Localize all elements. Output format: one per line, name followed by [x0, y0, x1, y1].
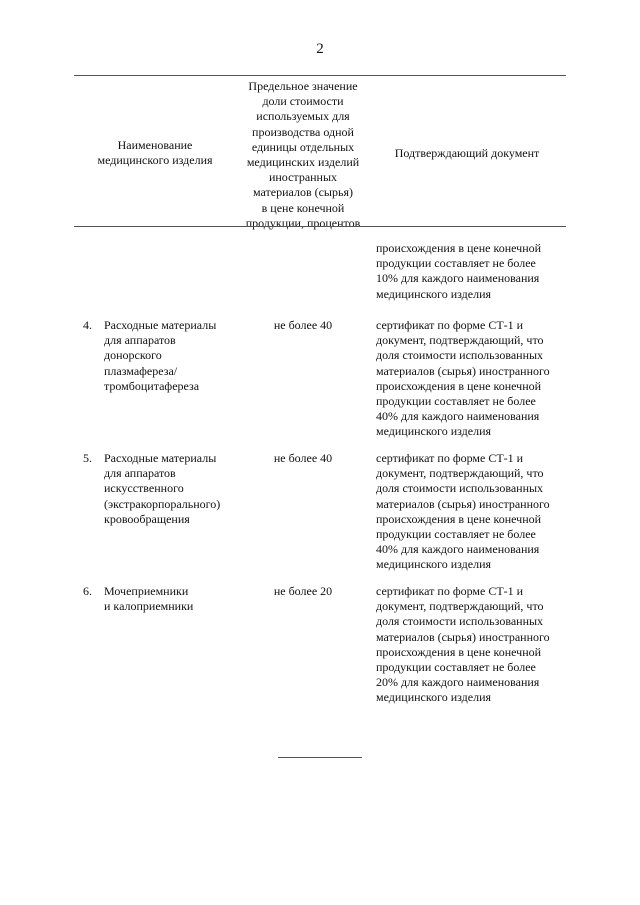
row-number: 6.: [83, 584, 92, 598]
text-line: Мочеприемники: [104, 584, 189, 598]
text-line: Наименование: [117, 138, 193, 152]
row-document: [376, 584, 570, 706]
text-line: материалов (сырья) иностранного: [376, 629, 550, 644]
row-item-name: [104, 318, 244, 394]
text-line: документ, подтверждающий, что: [376, 466, 544, 481]
row-share-value: не более 40: [273, 451, 333, 465]
text-line: иностранных: [268, 170, 338, 185]
row-share-value: не более 20: [273, 584, 333, 598]
text-line: кровообращения: [104, 511, 190, 526]
text-line: плазмафереза/: [104, 363, 178, 378]
row-document: [376, 451, 570, 573]
row-item-name: [104, 451, 244, 527]
text-line: происхождения в цене конечной: [376, 241, 542, 255]
text-line: сертификат по форме СТ-1 и: [376, 584, 524, 598]
continued-document-text: [376, 241, 570, 302]
text-line: для аппаратов: [104, 333, 176, 348]
row-item-name: [104, 584, 244, 614]
text-line: материалов (сырья) иностранного: [376, 363, 550, 378]
text-line: Расходные материалы: [104, 318, 217, 332]
text-line: медицинского изделия: [376, 690, 492, 705]
text-line: в цене конечной: [261, 200, 345, 215]
text-line: доля стоимости использованных: [376, 481, 544, 496]
text-line: Подтверждающий документ: [394, 146, 540, 160]
text-line: продукции составляет не более: [376, 256, 536, 271]
text-line: продукции составляет не более: [376, 394, 536, 409]
text-line: доли стоимости: [262, 94, 344, 109]
table-header-bottom-rule: [74, 226, 566, 227]
text-line: медицинского изделия: [376, 557, 492, 572]
text-line: тромбоцитафереза: [104, 378, 200, 393]
text-line: медицинского изделия: [97, 153, 213, 168]
text-line: продукции, процентов: [245, 215, 361, 230]
text-line: донорского: [104, 348, 162, 363]
text-line: происхождения в цене конечной: [376, 378, 542, 393]
table-header-top-rule: [74, 75, 566, 76]
text-line: происхождения в цене конечной: [376, 644, 542, 659]
text-line: 20% для каждого наименования: [376, 675, 540, 690]
text-line: медицинских изделий: [246, 155, 360, 170]
row-document: [376, 318, 570, 440]
end-of-document-rule: [278, 757, 362, 758]
text-line: и калоприемники: [104, 599, 194, 614]
text-line: для аппаратов: [104, 466, 176, 481]
row-number: 5.: [83, 451, 92, 465]
text-line: документ, подтверждающий, что: [376, 333, 544, 348]
text-line: 40% для каждого наименования: [376, 409, 540, 424]
text-line: сертификат по форме СТ-1 и: [376, 451, 524, 465]
text-line: медицинского изделия: [376, 424, 492, 439]
header-share-column: [238, 79, 368, 231]
row-share-value: не более 40: [273, 318, 333, 332]
text-line: материалов (сырья) иностранного: [376, 496, 550, 511]
text-line: происхождения в цене конечной: [376, 511, 542, 526]
text-line: 40% для каждого наименования: [376, 542, 540, 557]
text-line: продукции составляет не более: [376, 660, 536, 675]
text-line: Расходные материалы: [104, 451, 217, 465]
text-line: используемых для: [256, 109, 350, 124]
text-line: 10% для каждого наименования: [376, 271, 540, 286]
header-document-column: [372, 146, 562, 161]
text-line: доля стоимости использованных: [376, 348, 544, 363]
text-line: (экстракорпорального): [104, 496, 221, 511]
text-line: продукции составляет не более: [376, 527, 536, 542]
text-line: сертификат по форме СТ-1 и: [376, 318, 524, 332]
text-line: документ, подтверждающий, что: [376, 599, 544, 614]
text-line: единицы отдельных: [251, 139, 355, 154]
header-name-column: [80, 138, 230, 168]
text-line: искусственного: [104, 481, 184, 496]
text-line: медицинского изделия: [376, 286, 492, 301]
text-line: Предельное значение: [248, 79, 358, 93]
row-number: 4.: [83, 318, 92, 332]
text-line: доля стоимости использованных: [376, 614, 544, 629]
text-line: производства одной: [252, 124, 354, 139]
page-number: 2: [316, 41, 324, 57]
text-line: материалов (сырья): [253, 185, 353, 200]
